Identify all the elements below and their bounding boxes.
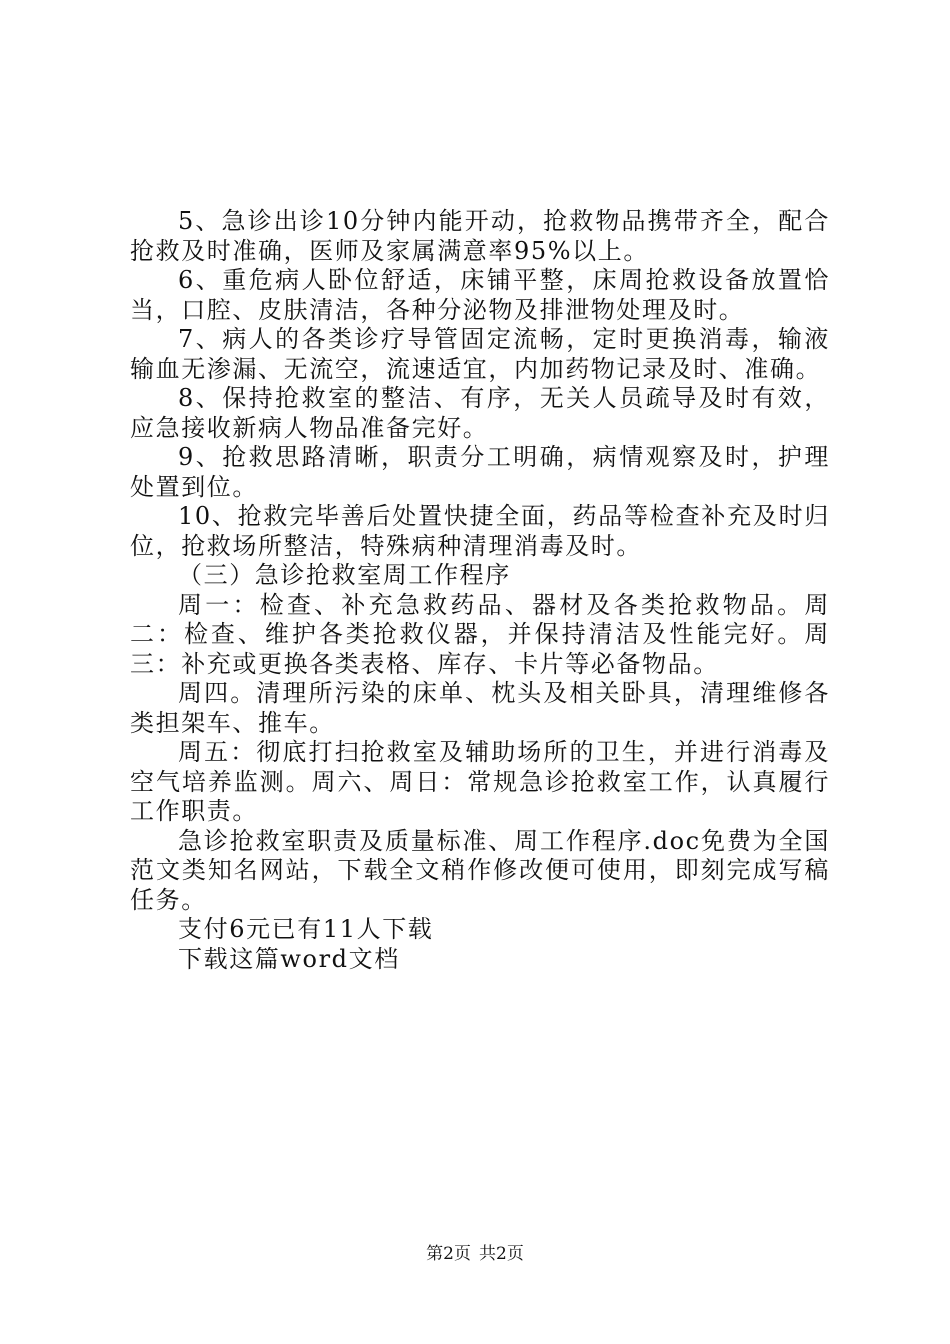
section-heading: （三）急诊抢救室周工作程序: [178, 561, 511, 589]
page-total: 共2页: [479, 1244, 524, 1264]
paragraph-item-7: 7、病人的各类诊疗导管固定流畅，定时更换消毒，输液输血无渗漏、无流空，流速适宜，内加药物记录及时、准确。: [130, 325, 830, 383]
page-number: 第2页: [426, 1244, 471, 1264]
page-footer: [0, 1244, 950, 1264]
download-link[interactable]: 下载这篇word文档: [178, 944, 400, 973]
paragraph-item-8: 8、保持抢救室的整洁、有序，无关人员疏导及时有效，应急接收新病人物品准备完好。: [130, 384, 830, 442]
document-body: [130, 207, 830, 974]
paragraph-item-10: 10、抢救完毕善后处置快捷全面，药品等检查补充及时归位，抢救场所整洁，特殊病种清理消毒及时。: [130, 502, 830, 560]
paragraph-item-9: 9、抢救思路清晰，职责分工明确，病情观察及时，护理处置到位。: [130, 443, 830, 501]
site-notice: 急诊抢救室职责及质量标准、周工作程序.doc免费为全国范文类知名网站，下载全文稍作修改便可使用，即刻完成写稿任务。: [130, 826, 830, 914]
weekly-schedule-thu: 周四。清理所污染的床单、枕头及相关卧具，清理维修各类担架车、推车。: [130, 679, 830, 737]
weekly-schedule-mon-wed: 周一：检查、补充急救药品、器材及各类抢救物品。周二：检查、维护各类抢救仪器，并保持清洁及性能完好。周三：补充或更换各类表格、库存、卡片等必备物品。: [130, 590, 830, 678]
payment-info: 支付6元已有11人下载: [178, 915, 434, 943]
weekly-schedule-fri-sun: 周五：彻底打扫抢救室及辅助场所的卫生，并进行消毒及空气培养监测。周六、周日：常规急诊抢救室工作，认真履行工作职责。: [130, 738, 830, 825]
paragraph-item-6: 6、重危病人卧位舒适，床铺平整，床周抢救设备放置恰当，口腔、皮肤清洁，各种分泌物及排泄物处理及时。: [130, 266, 830, 324]
paragraph-item-5: 5、急诊出诊10分钟内能开动，抢救物品携带齐全，配合抢救及时准确，医师及家属满意率95%以上。: [130, 207, 830, 265]
